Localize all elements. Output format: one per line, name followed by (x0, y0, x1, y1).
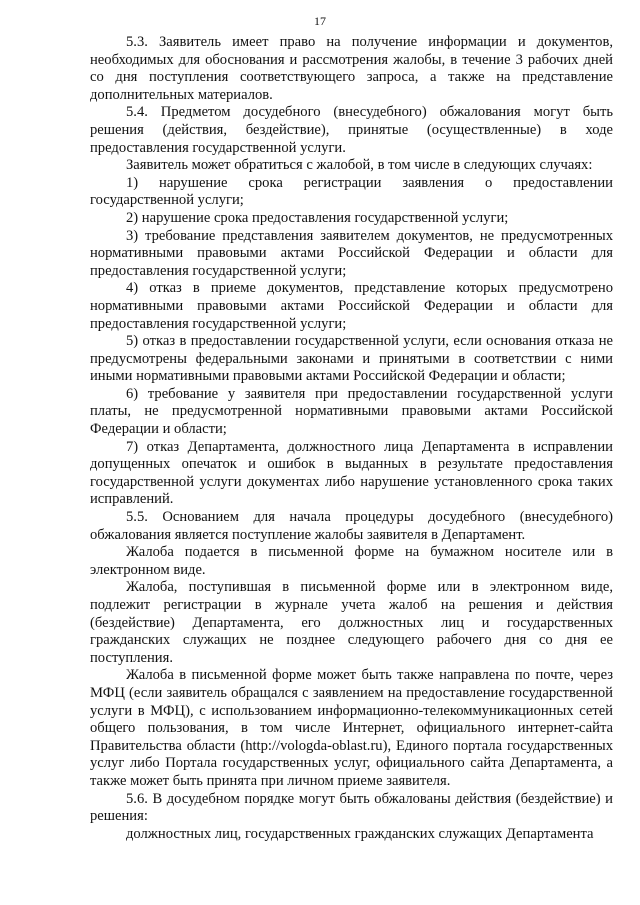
document-body (90, 34, 613, 843)
paragraph-officials: должностных лиц, государственных гражданских служащих Департамента (126, 825, 594, 842)
list-item-6: 6) требование у заявителя при предоставлении государственной услуги платы, не предусмотренной нормативными правовыми актами Российской Федерации и области; (90, 385, 613, 438)
list-item-5: 5) отказ в предоставлении государственной услуги, если основания отказа не предусмотрены федеральными законами и принятыми в соответствии с ними иными нормативными правовыми актами Российской Федерации и области; (90, 333, 613, 385)
paragraph-5-6: 5.6. В досудебном порядке могут быть обжалованы действия (бездействие) и решения: (90, 790, 613, 825)
page-number: 17 (314, 14, 326, 28)
paragraph-complaint-submission-channels: Жалоба в письменной форме может быть также направлена по почте, через МФЦ (если заявитель обращался с заявлением на предоставление государственной услуги в МФЦ), с использованием информационно-телекоммуникационных сетей общего пользования, в том числе Интернет, официального интернет-сайта Правительства области (http://vologda-oblast.ru), Единого портала государственных услуг либо Портала государственных услуг, официального сайта Департамента, а также может быть принята при личном приеме заявителя. (90, 667, 613, 789)
list-item-1: 1) нарушение срока регистрации заявления о предоставлении государственной услуги; (90, 174, 613, 209)
list-item-2: 2) нарушение срока предоставления государственной услуги; (126, 209, 509, 226)
list-item-4: 4) отказ в приеме документов, представление которых предусмотрено нормативными правовыми актами Российской Федерации и области для предоставления государственной услуги; (90, 280, 613, 332)
paragraph-5-4: 5.4. Предметом досудебного (внесудебного) обжалования могут быть решения (действия, бездействие), принятые (осуществленные) в ходе предоставления государственной услуги. (90, 104, 613, 156)
paragraph-5-3: 5.3. Заявитель имеет право на получение информации и документов, необходимых для обоснования и рассмотрения жалобы, в течение 3 рабочих дней со дня поступления соответствующего запроса, а также на представление дополнительных материалов. (90, 34, 613, 103)
paragraph-complaint-registration: Жалоба, поступившая в письменной форме или в электронном виде, подлежит регистрации в журнале учета жалоб на решения и действия (бездействие) Департамента, его должностных лиц и государственных гражданских служащих не позднее следующего рабочего дня со дня ее поступления. (90, 579, 613, 666)
list-item-3: 3) требование представления заявителем документов, не предусмотренных нормативными правовыми актами Российской Федерации и области для предоставления государственной услуги; (90, 227, 613, 279)
paragraph-5-5: 5.5. Основанием для начала процедуры досудебного (внесудебного) обжалования является поступление жалобы заявителя в Департамент. (90, 509, 613, 543)
paragraph-complaint-form: Жалоба подается в письменной форме на бумажном носителе или в электронном виде. (90, 544, 613, 578)
paragraph-complaint-cases-intro: Заявитель может обратиться с жалобой, в том числе в следующих случаях: (126, 157, 593, 174)
list-item-7: 7) отказ Департамента, должностного лица Департамента в исправлении допущенных опечаток и ошибок в выданных в результате предоставления государственной услуги документах либо нарушение установленного срока таких исправлений. (90, 438, 613, 508)
